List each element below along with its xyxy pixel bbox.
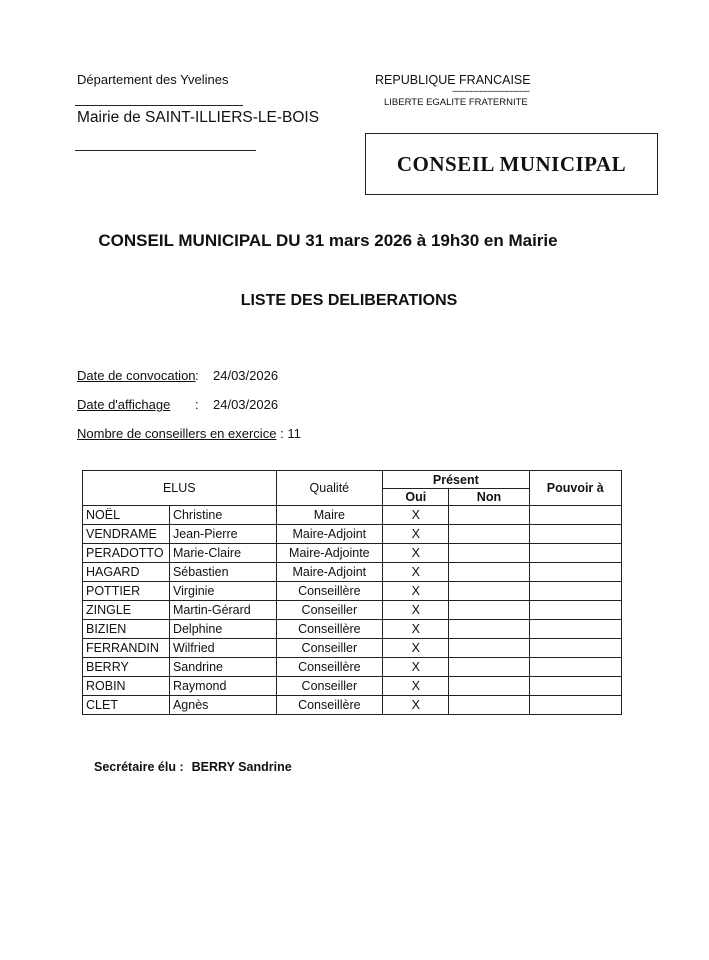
pouvoir-cell [529,696,622,715]
elu-prenom-cell: Marie-Claire [169,544,276,563]
elu-nom-cell: HAGARD [83,563,170,582]
affichage-label: Date d'affichage [77,397,171,412]
elu-prenom-cell: Agnès [169,696,276,715]
table-row [83,544,622,563]
elu-qualite-cell: Maire [276,506,383,525]
present-oui-cell: X [383,544,449,563]
elu-prenom-cell: Wilfried [169,639,276,658]
pouvoir-cell [529,677,622,696]
pouvoir-cell [529,601,622,620]
elu-prenom-cell: Raymond [169,677,276,696]
present-oui-cell: X [383,506,449,525]
elu-qualite-cell: Maire-Adjoint [276,525,383,544]
elu-qualite-cell: Conseiller [276,601,383,620]
elu-qualite-cell: Conseiller [276,639,383,658]
convocation-separator: : [195,368,199,383]
pouvoir-cell [529,506,622,525]
elu-nom-cell: ROBIN [83,677,170,696]
present-non-cell [449,563,529,582]
header-oui: Oui [383,489,449,506]
secretaire-label: Secrétaire élu : [94,760,184,774]
meeting-title: CONSEIL MUNICIPAL DU 31 mars 2026 à 19h30 en Mairie [98,231,558,250]
elu-qualite-cell: Conseillère [276,658,383,677]
divider-line [75,105,243,106]
elu-qualite-cell: Maire-Adjoint [276,563,383,582]
secretaire-value: BERRY Sandrine [191,760,292,774]
present-oui-cell: X [383,658,449,677]
elus-table [82,470,622,715]
header-qualite: Qualité [276,471,383,506]
pouvoir-cell [529,544,622,563]
elu-prenom-cell: Jean-Pierre [169,525,276,544]
elu-prenom-cell: Martin-Gérard [169,601,276,620]
present-oui-cell: X [383,582,449,601]
separator-dashes: ------------------------------- [452,86,530,96]
conseillers-value: 11 [287,426,301,441]
table-row [83,677,622,696]
convocation-value: 24/03/2026 [213,368,279,383]
table-row [83,620,622,639]
present-oui-cell: X [383,696,449,715]
pouvoir-cell [529,563,622,582]
pouvoir-cell [529,525,622,544]
secretaire-line [94,760,292,774]
mairie-name: Mairie de SAINT-ILLIERS-LE-BOIS [77,109,320,126]
box-title: CONSEIL MUNICIPAL [396,151,627,176]
conseillers-line [77,426,301,441]
republique-label: REPUBLIQUE FRANCAISE [375,73,531,87]
header-present: Présent [383,471,529,489]
elu-prenom-cell: Sandrine [169,658,276,677]
elu-qualite-cell: Conseillère [276,582,383,601]
elus-table-body [83,506,622,715]
conseil-municipal-box [365,133,658,195]
present-oui-cell: X [383,601,449,620]
pouvoir-cell [529,639,622,658]
present-oui-cell: X [383,620,449,639]
divider-line [75,150,256,151]
departement-label: Département des Yvelines [77,72,229,87]
present-non-cell [449,544,529,563]
elu-nom-cell: POTTIER [83,582,170,601]
elu-nom-cell: ZINGLE [83,601,170,620]
devise-label: LIBERTE EGALITE FRATERNITE [384,97,528,108]
elu-prenom-cell: Virginie [169,582,276,601]
table-row [83,582,622,601]
conseillers-separator: : [280,426,284,441]
present-oui-cell: X [383,525,449,544]
present-non-cell [449,696,529,715]
header-elus: ELUS [83,471,277,506]
convocation-label: Date de convocation [77,368,196,383]
elu-prenom-cell: Christine [169,506,276,525]
table-row [83,601,622,620]
present-oui-cell: X [383,639,449,658]
elu-qualite-cell: Maire-Adjointe [276,544,383,563]
present-non-cell [449,582,529,601]
elu-nom-cell: CLET [83,696,170,715]
pouvoir-cell [529,620,622,639]
elu-nom-cell: VENDRAME [83,525,170,544]
affichage-value: 24/03/2026 [213,397,279,412]
elu-nom-cell: BERRY [83,658,170,677]
table-row [83,563,622,582]
present-non-cell [449,620,529,639]
conseillers-label: Nombre de conseillers en exercice [77,426,277,441]
header-non: Non [449,489,529,506]
elu-nom-cell: BIZIEN [83,620,170,639]
present-oui-cell: X [383,677,449,696]
elu-qualite-cell: Conseiller [276,677,383,696]
table-row [83,506,622,525]
elu-qualite-cell: Conseillère [276,620,383,639]
elu-nom-cell: PERADOTTO [83,544,170,563]
elu-nom-cell: FERRANDIN [83,639,170,658]
elu-nom-cell: NOËL [83,506,170,525]
pouvoir-cell [529,658,622,677]
present-non-cell [449,677,529,696]
pouvoir-cell [529,582,622,601]
present-non-cell [449,639,529,658]
table-row [83,658,622,677]
table-row [83,696,622,715]
convocation-line [77,368,279,383]
meeting-subtitle: LISTE DES DELIBERATIONS [240,292,458,309]
table-row [83,639,622,658]
present-non-cell [449,658,529,677]
present-non-cell [449,506,529,525]
affichage-line [77,397,279,412]
elu-prenom-cell: Delphine [169,620,276,639]
elu-qualite-cell: Conseillère [276,696,383,715]
header-pouvoir: Pouvoir à [529,471,622,506]
present-non-cell [449,525,529,544]
present-oui-cell: X [383,563,449,582]
affichage-separator: : [195,397,199,412]
table-row [83,525,622,544]
present-non-cell [449,601,529,620]
elu-prenom-cell: Sébastien [169,563,276,582]
